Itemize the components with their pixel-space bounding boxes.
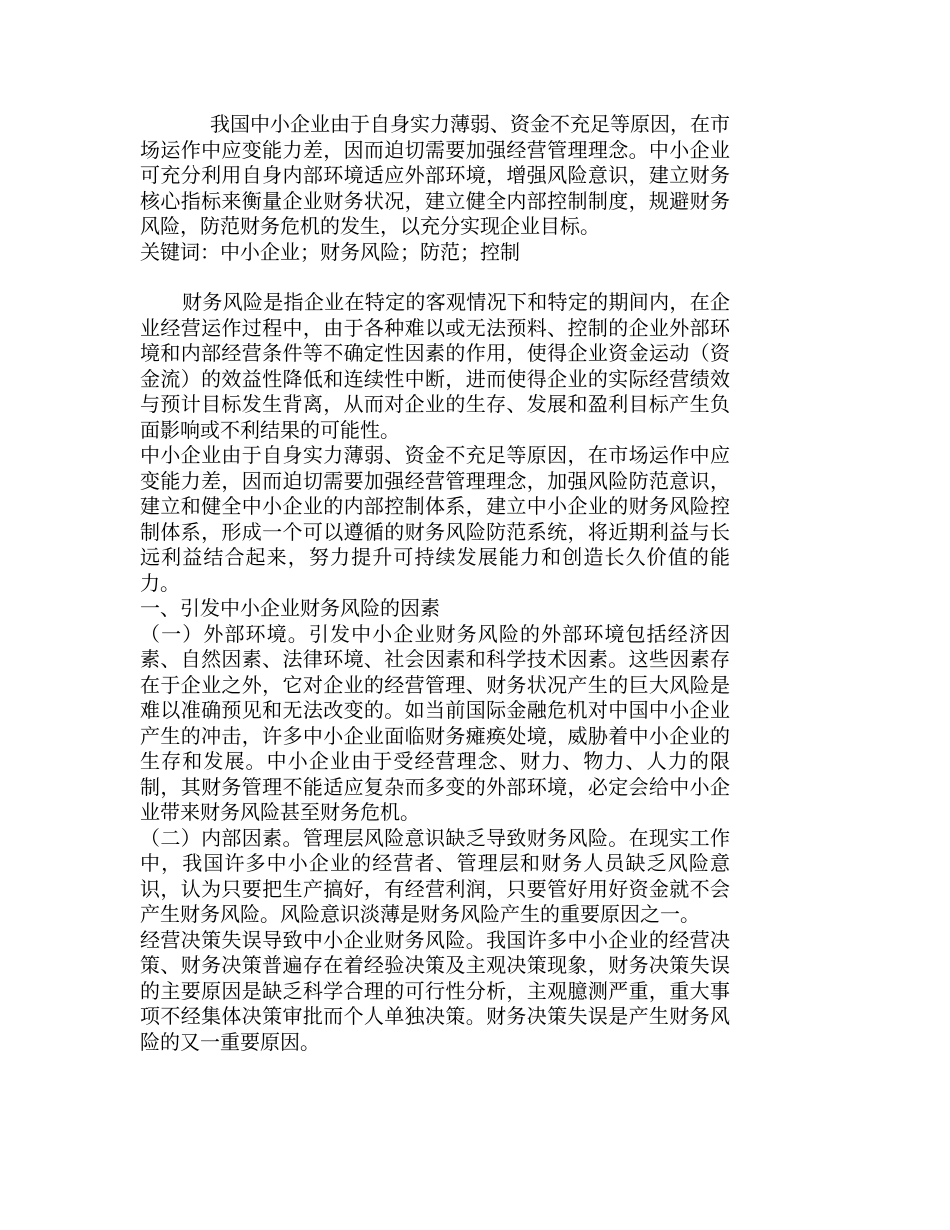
document-page — [140, 112, 730, 1055]
intro-paragraph: 中小企业由于自身实力薄弱、资金不充足等原因，在市场运作中应变能力差，因而迫切需要加强经营管理理念，加强风险防范意识，建立和健全中小企业的内部控制体系，建立中小企业的财务风险控制体系，形成一个可以遵循的财务风险防范系统，将近期利益与长远利益结合起来，努力提升可持续发展能力和创造长久价值的能力。 — [140, 443, 730, 595]
internal-factors-paragraph: （二）内部因素。管理层风险意识缺乏导致财务风险。在现实工作中，我国许多中小企业的经营者、管理层和财务人员缺乏风险意识，认为只要把生产搞好，有经营利润，只要管好用好资金就不会产生财务风险。风险意识淡薄是财务风险产生的重要原因之一。 — [140, 825, 730, 926]
section-heading: 一、引发中小企业财务风险的因素 — [140, 596, 440, 620]
paragraph-gap — [140, 265, 730, 290]
abstract-paragraph: 我国中小企业由于自身实力薄弱、资金不充足等原因，在市场运作中应变能力差，因而迫切需要加强经营管理理念。中小企业可充分利用自身内部环境适应外部环境，增强风险意识，建立财务核心指标来衡量企业财务状况，建立健全内部控制制度，规避财务风险，防范财务危机的发生，以充分实现企业目标。 — [140, 112, 730, 238]
keywords-line: 关键词：中小企业；财务风险；防范；控制 — [140, 239, 520, 264]
definition-paragraph: 财务风险是指企业在特定的客观情况下和特定的期间内，在企业经营运作过程中，由于各种难以或无法预料、控制的企业外部环境和内部经营条件等不确定性因素的作用，使得企业资金运动（资金流）的效益性降低和连续性中断，进而使得企业的实际经营绩效与预计目标发生背离，从而对企业的生存、发展和盈利目标产生负面影响或不利结果的可能性。 — [140, 290, 730, 442]
decision-error-paragraph: 经营决策失误导致中小企业财务风险。我国许多中小企业的经营决策、财务决策普遍存在着经验决策及主观决策现象，财务决策失误的主要原因是缺乏科学合理的可行性分析，主观臆测严重，重大事项不经集体决策审批而个人单独决策。财务决策失误是产生财务风险的又一重要原因。 — [140, 927, 730, 1054]
external-factors-paragraph: （一）外部环境。引发中小企业财务风险的外部环境包括经济因素、自然因素、法律环境、社会因素和科学技术因素。这些因素存在于企业之外，它对企业的经营管理、财务状况产生的巨大风险是难以准确预见和无法改变的。如当前国际金融危机对中国中小企业产生的冲击，许多中小企业面临财务瘫痪处境，威胁着中小企业的生存和发展。中小企业由于受经营理念、财力、物力、人力的限制，其财务管理不能适应复杂而多变的外部环境，必定会给中小企业带来财务风险甚至财务危机。 — [140, 621, 730, 824]
